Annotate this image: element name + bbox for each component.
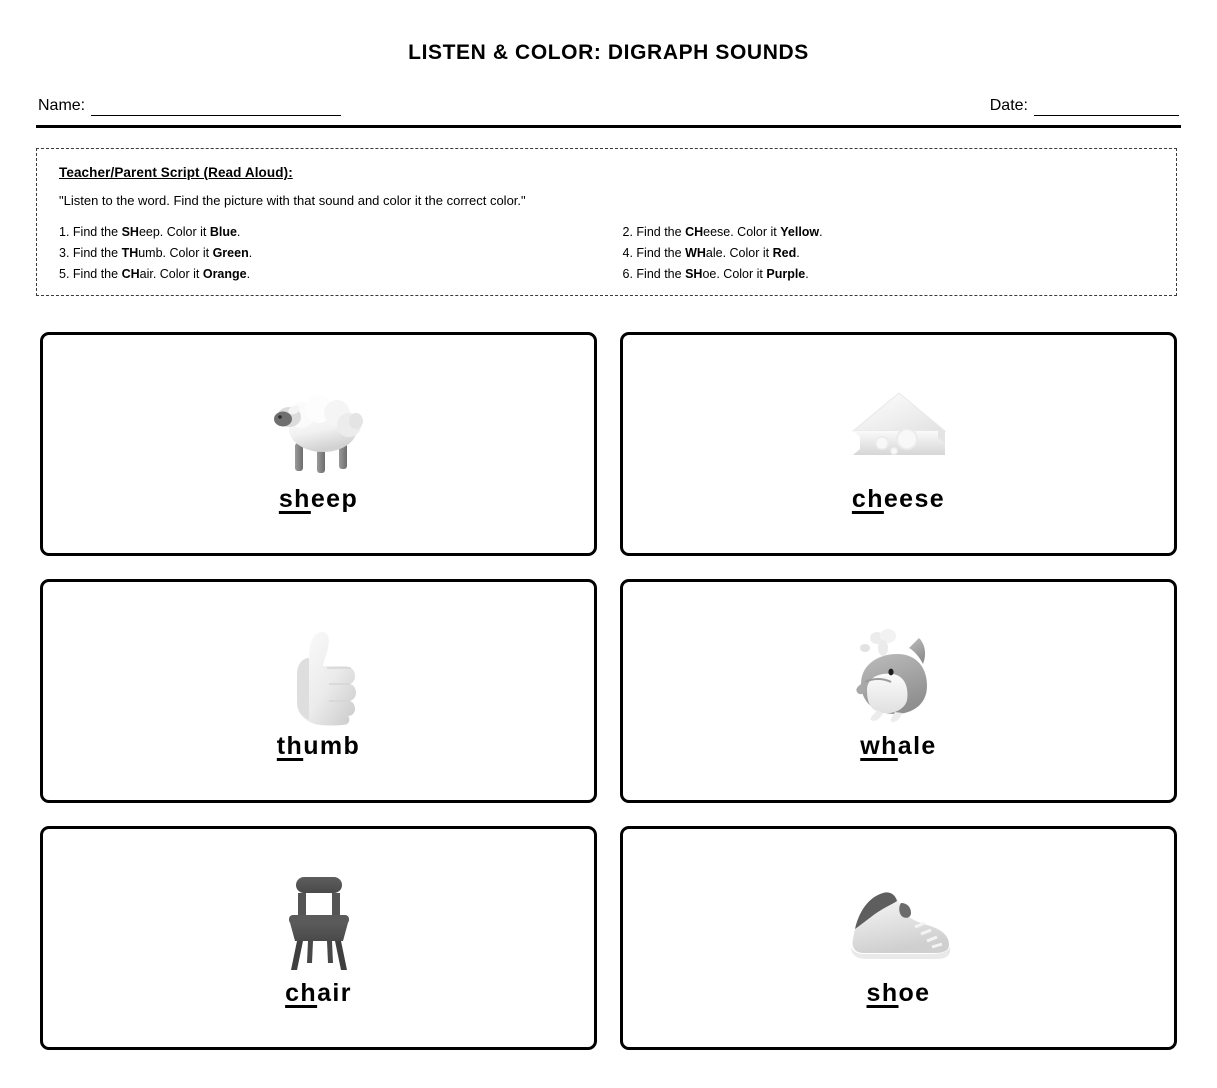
name-input-line[interactable] <box>91 100 341 116</box>
instruction-period: . <box>819 225 823 239</box>
word-remainder: ale <box>897 731 937 760</box>
script-right-column <box>607 222 1155 285</box>
instruction-text: Find the <box>69 225 122 239</box>
picture-card-cheese[interactable] <box>620 332 1177 556</box>
header-divider <box>36 125 1181 128</box>
student-info-row <box>38 96 1179 122</box>
name-label: Name: <box>38 97 86 114</box>
word-digraph: sh <box>866 978 899 1007</box>
instruction-text: Find the <box>632 267 686 281</box>
instruction-number: 4. <box>622 246 633 260</box>
instruction-number: 6. <box>622 267 633 281</box>
card-word-label <box>851 484 946 513</box>
picture-card-chair[interactable] <box>40 826 597 1050</box>
script-instruction-6 <box>623 264 1155 285</box>
card-word-label <box>278 484 359 513</box>
shoe-icon[interactable] <box>841 871 957 975</box>
script-instruction-3 <box>59 243 607 264</box>
script-columns <box>59 222 1154 285</box>
instruction-period: . <box>236 225 241 239</box>
teacher-script-box <box>36 148 1177 296</box>
word-digraph: wh <box>860 731 898 760</box>
card-word-label <box>860 731 937 760</box>
instruction-text-rest: air. Color it <box>139 267 203 281</box>
word-remainder: umb <box>303 731 361 760</box>
word-digraph: th <box>276 731 304 760</box>
instruction-color-word: Green <box>212 246 249 260</box>
instruction-digraph: TH <box>121 246 139 260</box>
word-remainder: air <box>317 978 352 1007</box>
instruction-period: . <box>248 246 253 260</box>
instruction-color-word: Orange <box>202 267 247 281</box>
script-instruction-1 <box>59 222 607 243</box>
word-remainder: eese <box>883 484 946 513</box>
instruction-number: 3. <box>59 246 70 260</box>
date-input-line[interactable] <box>1034 100 1179 116</box>
word-digraph: sh <box>278 484 311 513</box>
instruction-period: . <box>805 267 809 281</box>
word-digraph: ch <box>285 978 318 1007</box>
instruction-text-rest: eep. Color it <box>138 225 210 239</box>
card-word-label <box>285 978 352 1007</box>
script-quote: "Listen to the word. Find the picture with that sound and color it the correct color." <box>59 193 526 208</box>
instruction-color-word: Red <box>772 246 797 260</box>
instruction-text: Find the <box>632 246 686 260</box>
instruction-digraph: CH <box>685 225 704 239</box>
instruction-color-word: Blue <box>209 225 237 239</box>
picture-card-grid <box>40 332 1177 1050</box>
script-instruction-5 <box>59 264 607 285</box>
word-remainder: oe <box>898 978 931 1007</box>
cheese-icon[interactable] <box>844 377 954 481</box>
card-word-label <box>276 731 361 760</box>
script-heading: Teacher/Parent Script (Read Aloud): <box>59 165 293 180</box>
picture-card-sheep[interactable] <box>40 332 597 556</box>
chair-icon[interactable] <box>277 871 361 975</box>
picture-card-whale[interactable] <box>620 579 1177 803</box>
instruction-period: . <box>246 267 251 281</box>
instruction-text: Find the <box>632 225 686 239</box>
card-word-label <box>866 978 931 1007</box>
instruction-text: Find the <box>69 267 122 281</box>
instruction-text: Find the <box>69 246 122 260</box>
picture-card-shoe[interactable] <box>620 826 1177 1050</box>
instruction-text-rest: ale. Color it <box>705 246 773 260</box>
page-title: LISTEN & COLOR: DIGRAPH SOUNDS <box>408 41 809 64</box>
whale-icon[interactable] <box>847 624 951 728</box>
instruction-text-rest: eese. Color it <box>703 225 781 239</box>
instruction-period: . <box>796 246 800 260</box>
instruction-digraph: CH <box>121 267 140 281</box>
picture-card-thumb[interactable] <box>40 579 597 803</box>
instruction-number: 5. <box>59 267 70 281</box>
instruction-color-word: Yellow <box>780 225 820 239</box>
script-left-column <box>59 222 607 285</box>
instruction-color-word: Purple <box>766 267 806 281</box>
date-field[interactable] <box>990 96 1179 116</box>
instruction-digraph: WH <box>685 246 706 260</box>
instruction-digraph: SH <box>685 267 703 281</box>
script-instruction-4 <box>623 243 1155 264</box>
instruction-number: 1. <box>59 225 70 239</box>
sheep-icon[interactable] <box>261 377 377 481</box>
instruction-number: 2. <box>622 225 633 239</box>
thumb-icon[interactable] <box>275 624 363 728</box>
date-label: Date: <box>989 97 1028 114</box>
name-field[interactable] <box>38 96 341 116</box>
word-remainder: eep <box>310 484 359 513</box>
instruction-text-rest: umb. Color it <box>138 246 213 260</box>
instruction-text-rest: oe. Color it <box>702 267 767 281</box>
instruction-digraph: SH <box>121 225 139 239</box>
word-digraph: ch <box>851 484 884 513</box>
script-instruction-2 <box>623 222 1155 243</box>
